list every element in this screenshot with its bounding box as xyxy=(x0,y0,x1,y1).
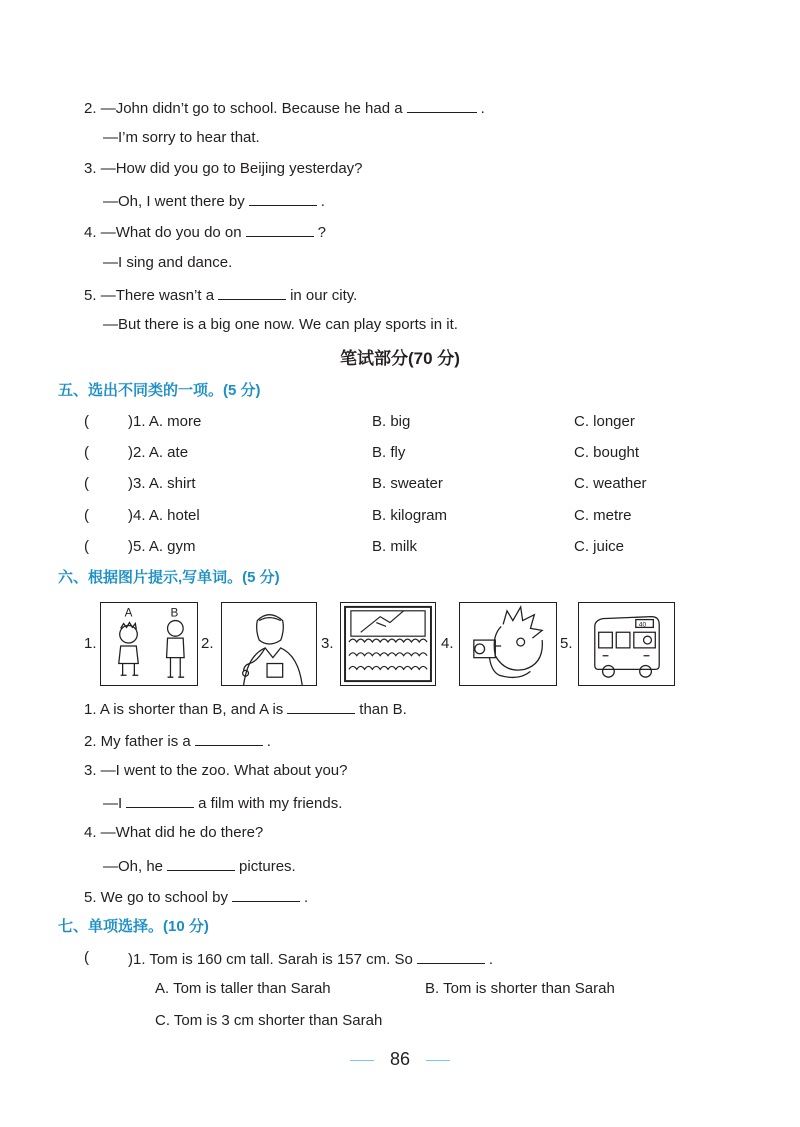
picture-5-number: 5. xyxy=(560,635,573,652)
s6-blank-5[interactable] xyxy=(232,886,300,902)
s6-sentence-2: 2. My father is a . xyxy=(84,730,271,752)
s6-sentence-5: 5. We go to school by . xyxy=(84,886,308,908)
s7-q1-option-b[interactable]: B. Tom is shorter than Sarah xyxy=(425,980,615,997)
picture-1-short-tall-boys xyxy=(100,602,198,686)
q3-blank[interactable] xyxy=(249,190,317,206)
s6-sentence-1: 1. A is shorter than B, and A is than B. xyxy=(84,698,407,720)
q4-answer: —I sing and dance. xyxy=(103,254,233,271)
q5-line: 5. —There wasn’t a in our city. xyxy=(84,284,357,306)
s7-q1-option-a[interactable]: A. Tom is taller than Sarah xyxy=(155,980,331,997)
page-footer xyxy=(0,1048,800,1070)
footer-dash-left xyxy=(350,1060,374,1061)
q2-text: —John didn’t go to school. Because he had a xyxy=(100,100,403,117)
bus-number: 40 xyxy=(638,621,647,629)
q5-blank[interactable] xyxy=(218,284,286,300)
s6-blank-2[interactable] xyxy=(195,730,263,746)
q3-line: 3. —How did you go to Beijing yesterday? xyxy=(84,160,363,177)
page-number: 86 xyxy=(389,1049,411,1069)
label-b: B xyxy=(170,606,179,620)
q3-answer: —Oh, I went there by . xyxy=(103,190,325,212)
s7-q1-option-c[interactable]: C. Tom is 3 cm shorter than Sarah xyxy=(155,1012,383,1029)
s6-sentence-4-question: 4. —What did he do there? xyxy=(84,824,264,841)
s6-blank-3[interactable] xyxy=(126,792,194,808)
picture-2-number: 2. xyxy=(201,635,214,652)
section7-heading: 七、单项选择。(10 分) xyxy=(58,918,209,935)
s7-q1-blank xyxy=(417,948,485,964)
picture-4-number: 4. xyxy=(441,635,454,652)
section5-heading: 五、选出不同类的一项。(5 分) xyxy=(58,382,261,399)
q2-number: 2. xyxy=(84,100,97,117)
picture-3-number: 3. xyxy=(321,635,334,652)
s6-sentence-3-question: 3. —I went to the zoo. What about you? xyxy=(84,762,348,779)
picture-3-cinema xyxy=(340,602,436,686)
picture-4-taking-pictures xyxy=(459,602,557,686)
s6-blank-1[interactable] xyxy=(287,698,355,714)
picture-2-doctor xyxy=(221,602,317,686)
s7-q1-answer-paren[interactable]: ( xyxy=(84,949,89,966)
q4-blank[interactable] xyxy=(246,221,314,237)
label-a: A xyxy=(124,606,133,620)
s6-sentence-4-answer: —Oh, he pictures. xyxy=(103,855,296,877)
q4-line: 4. —What do you do on ? xyxy=(84,221,326,243)
footer-dash-right xyxy=(426,1060,450,1061)
picture-5-bus xyxy=(578,602,675,686)
q2-blank[interactable] xyxy=(407,97,477,113)
written-part-title: 笔试部分(70 分) xyxy=(340,349,460,368)
s6-sentence-3-answer: —I a film with my friends. xyxy=(103,792,342,814)
s7-q1-stem: )1. Tom is 160 cm tall. Sarah is 157 cm. So . xyxy=(128,948,493,970)
q5-answer: —But there is a big one now. We can play sports in it. xyxy=(103,316,458,333)
s6-blank-4[interactable] xyxy=(167,855,235,871)
picture-1-number: 1. xyxy=(84,635,97,652)
q2-answer: —I’m sorry to hear that. xyxy=(103,129,260,146)
q2-line: 2. —John didn’t go to school. Because he had a . xyxy=(84,97,485,119)
section6-heading: 六、根据图片提示,写单词。(5 分) xyxy=(58,569,280,586)
